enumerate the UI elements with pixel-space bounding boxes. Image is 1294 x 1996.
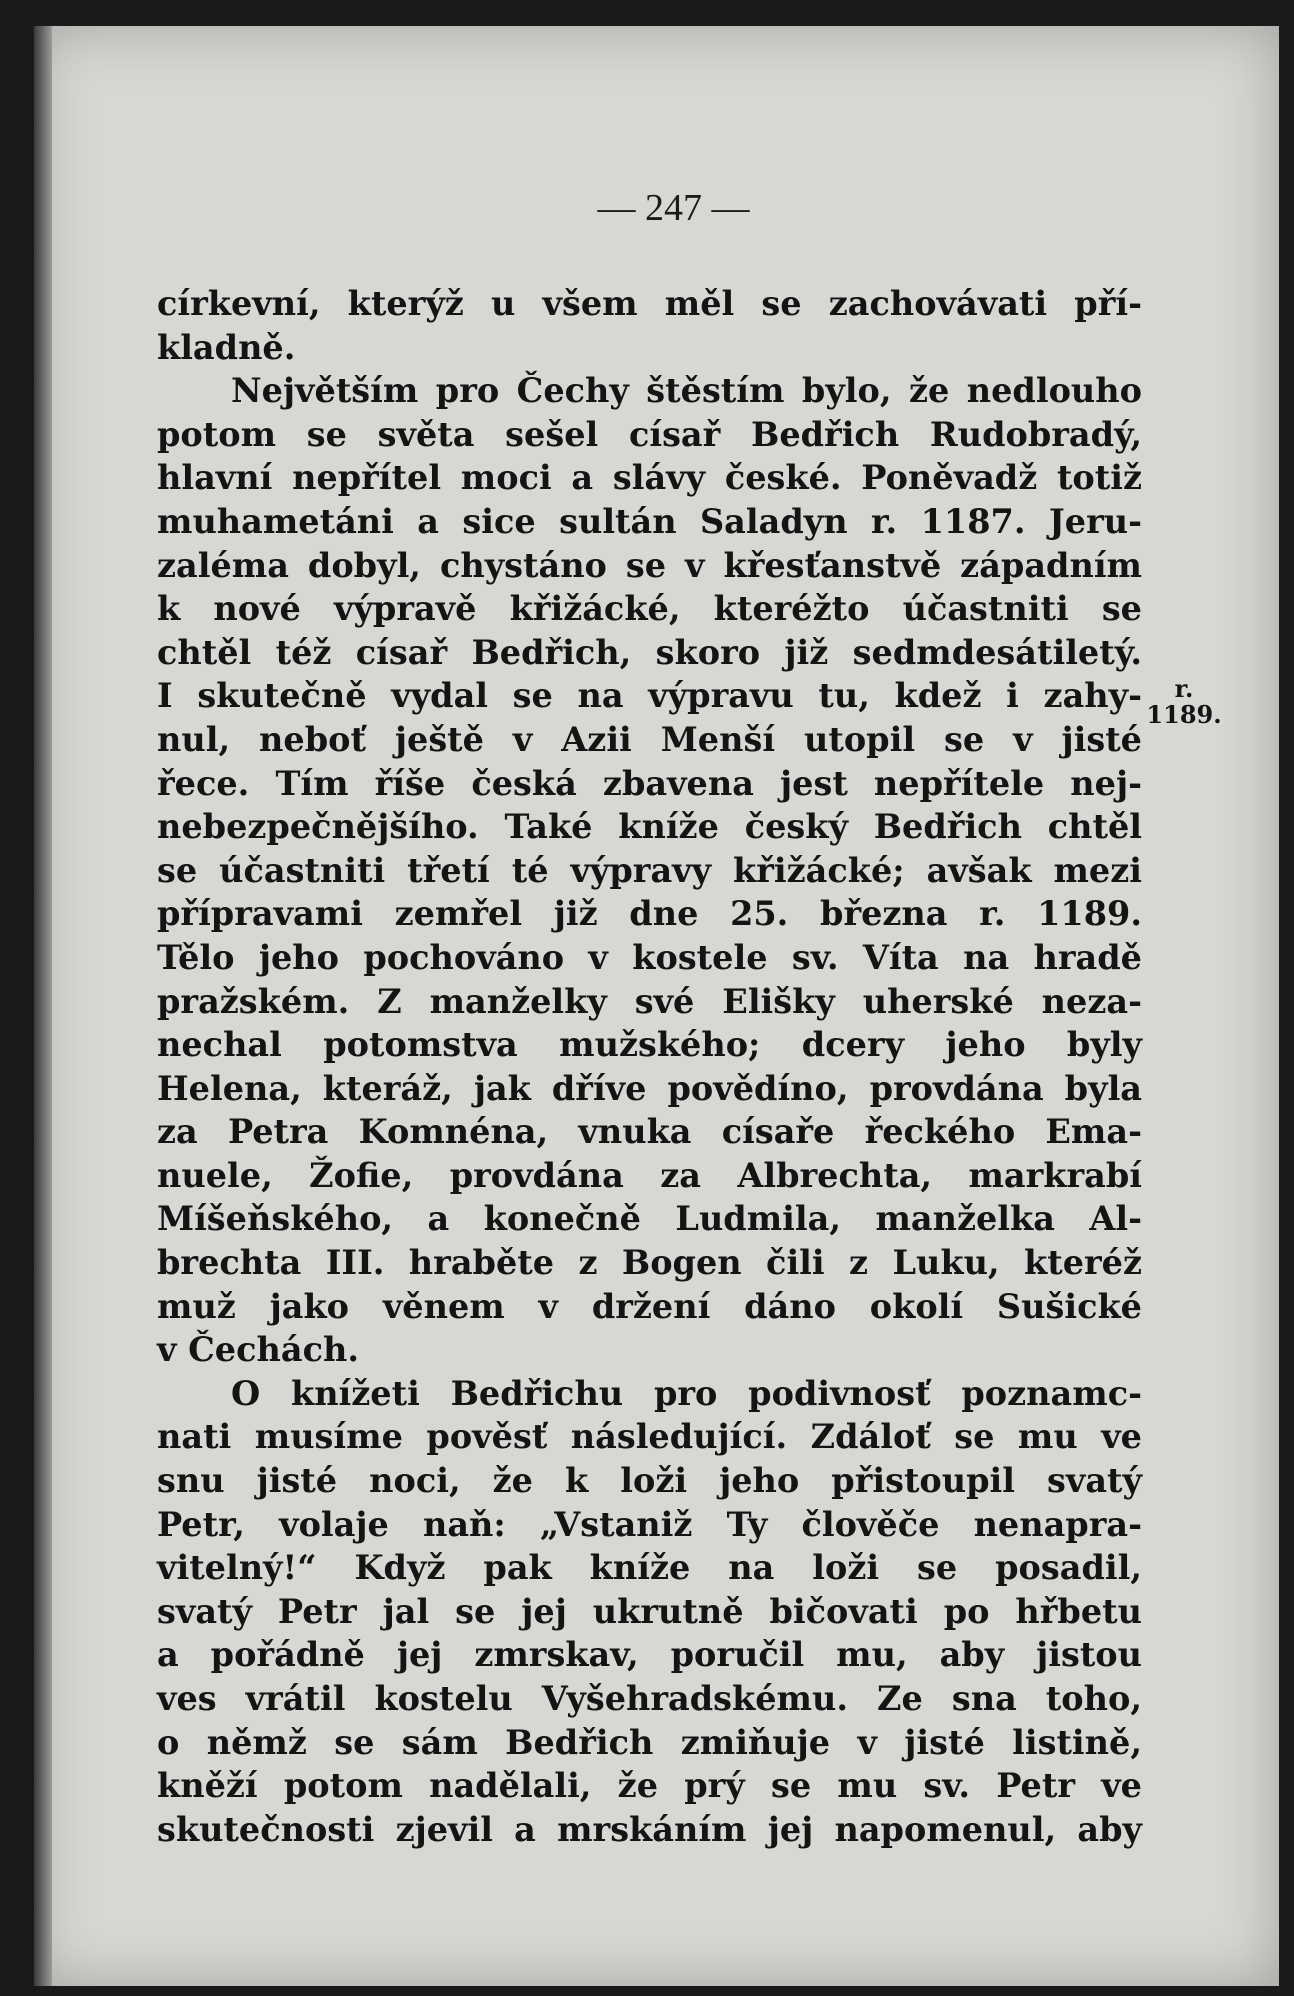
text-line: kněží potom nadělali, že prý se mu sv. Petr ve xyxy=(157,1766,1142,1806)
text-line: v Čechách. xyxy=(157,1330,359,1370)
text-line: a pořádně jej zmrskav, poručil mu, aby jistou xyxy=(157,1635,1142,1675)
text-line: za Petra Komnéna, vnuka císaře řeckého Ema- xyxy=(157,1112,1142,1152)
text-line: nati musíme pověsť následující. Zdáloť se mu ve xyxy=(157,1417,1142,1457)
text-line: potom se světa sešel císař Bedřich Rudobradý, xyxy=(157,414,1142,454)
text-line: vitelný!“ Když pak kníže na loži se posadil, xyxy=(157,1548,1142,1588)
text-line: brechta III. hraběte z Bogen čili z Luku, kteréž xyxy=(157,1243,1142,1283)
text-line: svatý Petr jal se jej ukrutně bičovati po hřbetu xyxy=(157,1591,1142,1631)
text-line: kladně. xyxy=(157,327,296,367)
text-line: nuele, Žofie, provdána za Albrechta, markrabí xyxy=(157,1155,1142,1195)
body-text xyxy=(157,282,1142,1851)
text-line: se účastniti třetí té výpravy křižácké; avšak mezi xyxy=(157,850,1142,890)
margin-note-r: r. xyxy=(1174,674,1194,703)
text-line: muž jako věnem v držení dáno okolí Sušické xyxy=(157,1286,1142,1326)
text-line: nul, neboť ještě v Azii Menší utopil se v jisté xyxy=(157,719,1142,759)
text-line: o němž se sám Bedřich zmiňuje v jisté listině, xyxy=(157,1722,1142,1762)
margin-note-year xyxy=(1144,676,1224,728)
text-line: ves vrátil kostelu Vyšehradskému. Ze sna toho, xyxy=(157,1679,1142,1718)
text-line: Největším pro Čechy štěstím bylo, že nedlouho xyxy=(231,371,1142,411)
text-line: Petr, volaje naň: „Vstaniž Ty člověče nenapra- xyxy=(157,1504,1142,1544)
text-line: řece. Tím říše česká zbavena jest nepřítele nej- xyxy=(157,763,1142,803)
text-line: zaléma dobyl, chystáno se v křesťanstvě západním xyxy=(157,545,1142,585)
text-line: O knížeti Bedřichu pro podivnosť poznamc- xyxy=(231,1373,1142,1413)
book-page xyxy=(34,26,1279,1986)
text-line: nebezpečnějšího. Také kníže český Bedřich chtěl xyxy=(157,807,1142,847)
text-line: pražském. Z manželky své Elišky uherské neza- xyxy=(157,981,1142,1021)
page-number: — 247 — xyxy=(597,187,750,229)
text-line: snu jisté noci, že k loži jeho přistoupil svatý xyxy=(157,1461,1142,1501)
text-line: k nové výpravě křižácké, kteréžto účastniti se xyxy=(157,589,1142,629)
text-line: hlavní nepřítel moci a slávy české. Poněvadž totiž xyxy=(157,458,1142,498)
margin-note-value: 1189. xyxy=(1146,700,1222,729)
text-line: církevní, kterýž u všem měl se zachovávati pří- xyxy=(157,284,1142,323)
text-line: muhametáni a sice sultán Saladyn r. 1187. Jeru- xyxy=(157,501,1142,541)
text-line: chtěl též císař Bedřich, skoro již sedmdesátiletý. xyxy=(157,632,1142,672)
text-line: I skutečně vydal se na výpravu tu, kdež i zahy- xyxy=(157,676,1142,716)
text-line: nechal potomstva mužského; dcery jeho byly xyxy=(157,1025,1142,1065)
book-spine-shadow xyxy=(34,26,52,1986)
text-line: Míšeňského, a konečně Ludmila, manželka Al- xyxy=(157,1199,1142,1239)
text-line: přípravami zemřel již dne 25. března r. 1189. xyxy=(157,894,1142,934)
text-line: Tělo jeho pochováno v kostele sv. Víta na hradě xyxy=(157,937,1142,977)
text-line: Helena, kteráž, jak dříve povědíno, provdána byla xyxy=(157,1068,1142,1108)
text-line: skutečnosti zjevil a mrskáním jej napomenul, aby xyxy=(157,1809,1142,1849)
